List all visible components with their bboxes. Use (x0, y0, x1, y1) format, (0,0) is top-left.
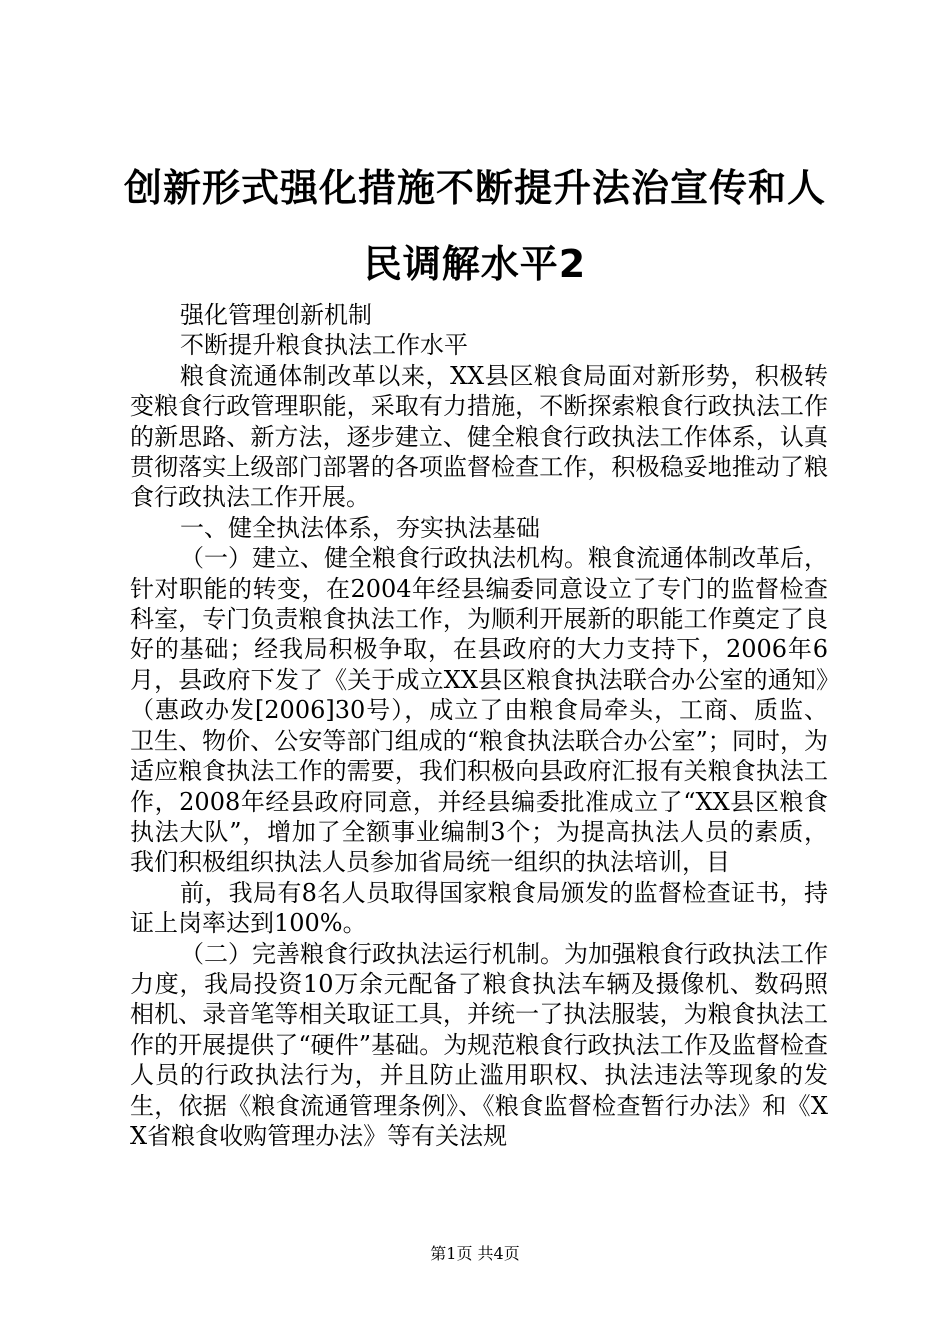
paragraph-continuation: 前，我局有8名人员取得国家粮食局颁发的监督检查证书，持证上岗率达到100%。 (130, 878, 828, 938)
paragraph-intro: 粮食流通体制改革以来，XX县区粮食局面对新形势，积极转变粮食行政管理职能，采取有力措施，不断探索粮食行政执法工作的新思路、新方法，逐步建立、健全粮食行政执法工作体系，认真贯彻落实上级部门部署的各项监督检查工作，积极稳妥地推动了粮食行政执法工作开展。 (130, 361, 828, 512)
paragraph-section-1-2: （二）完善粮食行政执法运行机制。为加强粮食行政执法工作力度，我局投资10万余元配备了粮食执法车辆及摄像机、数码照相机、录音笔等相关取证工具，并统一了执法服装，为粮食执法工作的开展提供了“硬件”基础。为规范粮食行政执法工作及监督检查人员的行政执法行为，并且防止滥用职权、执法违法等现象的发生，依据《粮食流通管理条例》、《粮食监督检查暂行办法》和《XX省粮食收购管理办法》等有关法规 (130, 939, 828, 1150)
document-title: 创新形式强化措施不断提升法治宣传和人民调解水平2 (123, 166, 826, 286)
paragraph-subtitle-2: 不断提升粮食执法工作水平 (180, 331, 468, 360)
document-body (130, 300, 828, 1151)
page-footer: 第1页 共4页 (430, 1244, 520, 1263)
paragraph-subtitle-1: 强化管理创新机制 (180, 301, 372, 329)
section-heading-1: 一、健全执法体系，夯实执法基础 (180, 513, 540, 542)
paragraph-section-1-1: （一）建立、健全粮食行政执法机构。粮食流通体制改革后，针对职能的转变，在2004年经县编委同意设立了专门的监督检查科室，专门负责粮食执法工作，为顺利开展新的职能工作奠定了良好的基础；经我局积极争取，在县政府的大力支持下，2006年6月，县政府下发了《关于成立XX县区粮食执法联合办公室的通知》（惠政办发[2006]30号），成立了由粮食局牵头，工商、质监、卫生、物价、公安等部门组成的“粮食执法联合办公室”；同时，为适应粮食执法工作的需要，我们积极向县政府汇报有关粮食执法工作，2008年经县政府同意，并经县编委批准成立了“XX县区粮食执法大队”，增加了全额事业编制3个；为提高执法人员的素质，我们积极组织执法人员参加省局统一组织的执法培训，目 (130, 544, 828, 877)
